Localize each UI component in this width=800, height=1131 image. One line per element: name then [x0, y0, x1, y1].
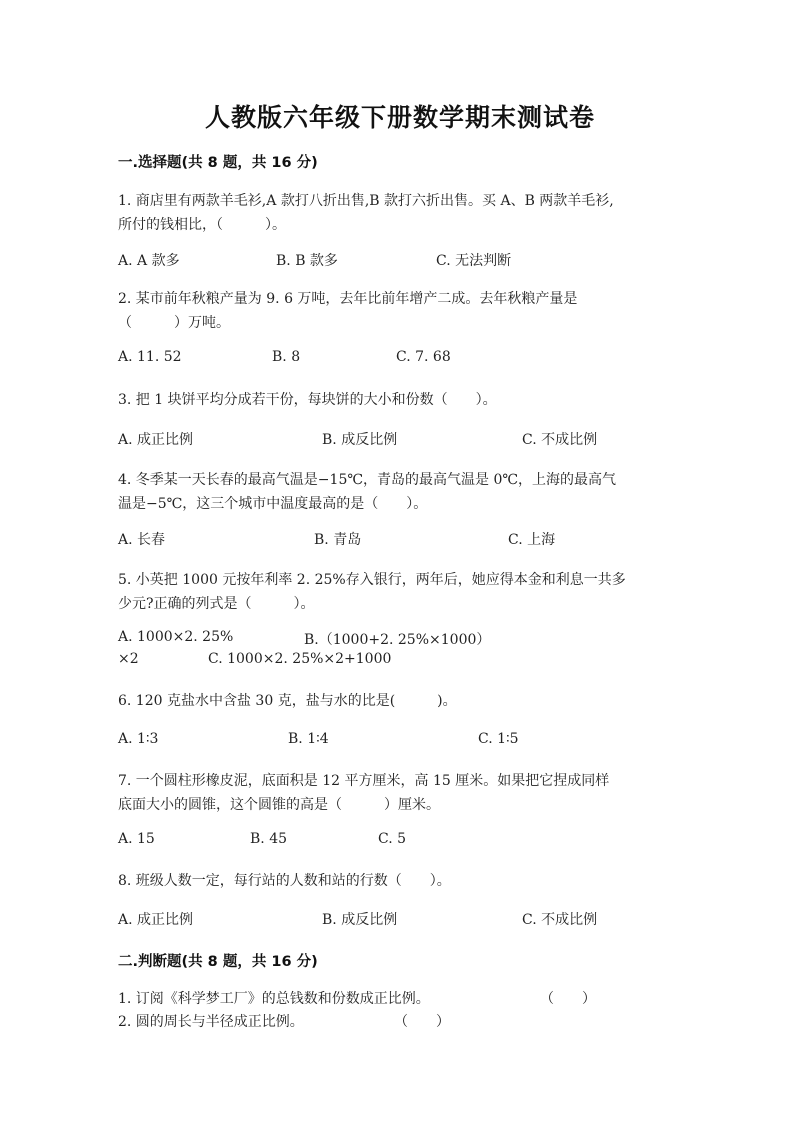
section-heading-judgement: 二.判断题(共 8 题，共 16 分)	[118, 954, 318, 970]
question-1-option-b: B. B 款多	[276, 253, 338, 269]
judgement-2-blank: （ ）	[394, 1014, 450, 1030]
page-title: 人教版六年级下册数学期末测试卷	[204, 103, 595, 132]
question-7-option-a: A. 15	[118, 831, 155, 847]
question-5-option-b-continued: ×2	[118, 651, 139, 667]
question-3-line-1: 3. 把 1 块饼平均分成若干份，每块饼的大小和份数（ ）。	[118, 392, 497, 408]
question-3-option-b: B. 成反比例	[322, 432, 398, 448]
question-5-line-2: 少元?正确的列式是（ ）。	[118, 596, 315, 612]
question-7-option-b: B. 45	[250, 831, 288, 847]
question-1-line-1: 1. 商店里有两款羊毛衫,A 款打八折出售,B 款打六折出售。买 A、B 两款羊毛衫,	[118, 193, 614, 209]
question-4-option-a: A. 长春	[118, 532, 166, 548]
question-6-option-a: A. 1∶3	[118, 731, 159, 747]
question-6-line-1: 6. 120 克盐水中含盐 30 克，盐与水的比是( )。	[118, 693, 457, 709]
question-8-line-1: 8. 班级人数一定，每行站的人数和站的行数（ ）。	[118, 873, 451, 889]
question-7-option-c: C. 5	[378, 831, 407, 847]
question-2-line-2: （ ）万吨。	[118, 315, 230, 331]
question-8-option-b: B. 成反比例	[322, 912, 398, 928]
question-3-option-c: C. 不成比例	[522, 432, 598, 448]
question-5-option-c: C. 1000×2. 25%×2+1000	[208, 651, 392, 667]
question-8-option-a: A. 成正比例	[118, 912, 194, 928]
question-1-option-c: C. 无法判断	[436, 253, 512, 269]
question-4-option-b: B. 青岛	[314, 532, 362, 548]
question-3-option-a: A. 成正比例	[118, 432, 194, 448]
question-6-option-b: B. 1∶4	[288, 731, 329, 747]
question-4-option-c: C. 上海	[508, 532, 556, 548]
question-2-line-1: 2. 某市前年秋粮产量为 9. 6 万吨，去年比前年增产二成。去年秋粮产量是	[118, 291, 578, 307]
section-heading-choice: 一.选择题(共 8 题，共 16 分)	[118, 155, 318, 171]
question-1-line-2: 所付的钱相比，（ ）。	[118, 217, 286, 233]
question-6-option-c: C. 1∶5	[478, 731, 519, 747]
question-1-option-a: A. A 款多	[118, 253, 180, 269]
judgement-2-text: 2. 圆的周长与半径成正比例。	[118, 1014, 304, 1030]
judgement-1-blank: （ ）	[540, 991, 596, 1007]
question-5-option-a: A. 1000×2. 25%	[118, 629, 234, 645]
question-5-option-b: B.（1000+2. 25%×1000）	[304, 632, 491, 648]
question-2-option-c: C. 7. 68	[396, 349, 451, 365]
question-7-line-1: 7. 一个圆柱形橡皮泥，底面积是 12 平方厘米，高 15 厘米。如果把它捏成同样	[118, 773, 610, 789]
question-5-line-1: 5. 小英把 1000 元按年利率 2. 25%存入银行，两年后，她应得本金和利息一共多	[118, 572, 626, 588]
judgement-1-text: 1. 订阅《科学梦工厂》的总钱数和份数成正比例。	[118, 991, 430, 1007]
question-8-option-c: C. 不成比例	[522, 912, 598, 928]
question-7-line-2: 底面大小的圆锥，这个圆锥的高是（ ）厘米。	[118, 797, 440, 813]
question-2-option-a: A. 11. 52	[118, 349, 182, 365]
question-2-option-b: B. 8	[272, 349, 301, 365]
question-4-line-1: 4. 冬季某一天长春的最高气温是−15℃，青岛的最高气温是 0℃，上海的最高气	[118, 472, 617, 488]
question-4-line-2: 温是−5℃，这三个城市中温度最高的是（ ）。	[118, 496, 428, 512]
